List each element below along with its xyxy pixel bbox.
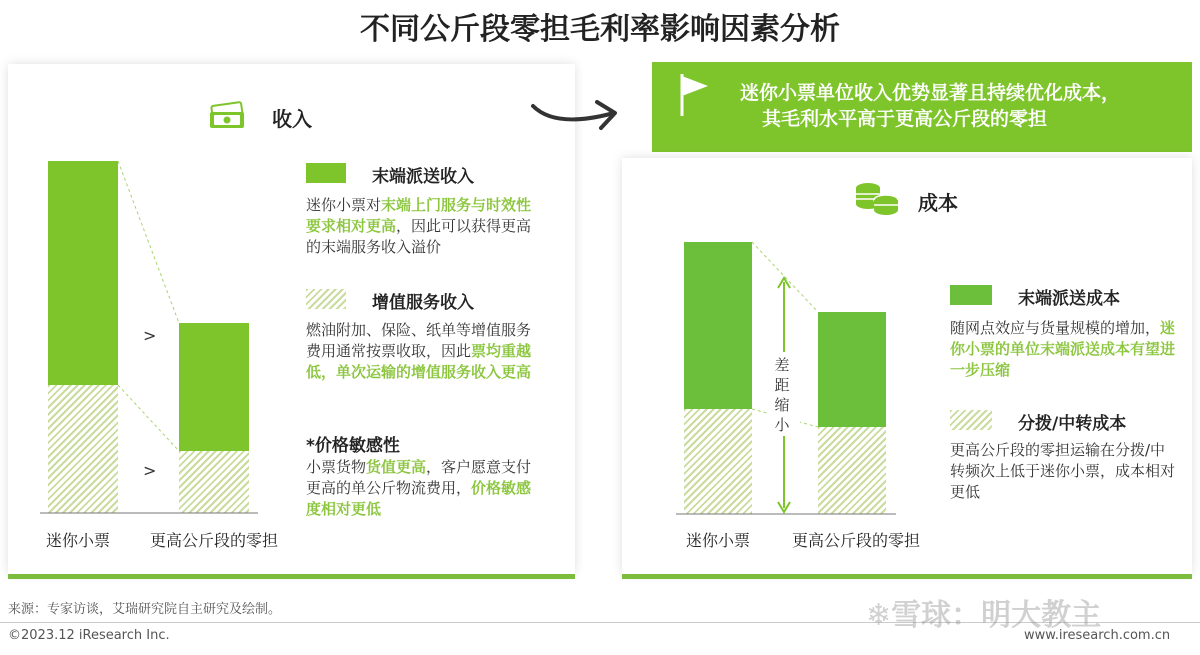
cost-panel-underline bbox=[622, 574, 1192, 579]
snowball-icon: ❄ bbox=[866, 598, 892, 633]
flag-icon bbox=[674, 70, 714, 118]
curved-arrow-icon bbox=[525, 88, 625, 138]
legend-value-added-revenue-title: 增值服务收入 bbox=[372, 293, 474, 313]
x-label-mini-ticket: 迷你小票 bbox=[46, 531, 111, 550]
watermark: ❄雪球：明大教主 bbox=[866, 598, 1102, 633]
page-title: 不同公斤段零担毛利率影响因素分析 bbox=[360, 12, 840, 47]
x-label-ltl: 更高公斤段的零担 bbox=[792, 531, 921, 550]
website: www.iresearch.com.cn bbox=[1024, 628, 1171, 643]
copyright: ©2023.12 iResearch Inc. bbox=[8, 628, 170, 643]
price-sensitivity-text: 小票货物货值更高，客户愿意支付更高的单公斤物流费用，价格敏感度相对更低 bbox=[306, 458, 532, 518]
delivery-revenue-text: 迷你小票对末端上门服务与时效性要求相对更高，因此可以获得更高的末端服务收入溢价 bbox=[306, 196, 532, 256]
legend-sorting-cost-title: 分拨/中转成本 bbox=[1018, 414, 1127, 434]
legend-swatch-hatched bbox=[950, 410, 992, 430]
gap-label: 差距缩小 bbox=[774, 356, 790, 434]
conclusion-line-1: 迷你小票单位收入优势显著且持续优化成本， bbox=[740, 82, 1121, 104]
delivery-cost-text: 随网点效应与货量规模的增加，迷你小票的单位末端派送成本有望进一步压缩 bbox=[950, 319, 1176, 379]
revenue-header: 收入 bbox=[272, 107, 312, 131]
source-note: 来源：专家访谈，艾瑞研究院自主研究及绘制。 bbox=[8, 602, 282, 617]
sorting-cost-text: 更高公斤段的零担运输在分拨/中转频次上低于迷你小票，成本相对更低 bbox=[950, 441, 1176, 501]
revenue-panel-underline bbox=[8, 574, 575, 579]
conclusion-line-2: 其毛利水平高于更高公斤段的零担 bbox=[762, 108, 1048, 130]
legend-delivery-cost-title: 末端派送成本 bbox=[1018, 289, 1120, 309]
greater-than-sign: > bbox=[143, 461, 157, 480]
legend-swatch-solid bbox=[950, 285, 992, 305]
legend-swatch-hatched bbox=[306, 289, 346, 309]
legend-delivery-revenue-title: 末端派送收入 bbox=[372, 167, 474, 187]
price-sensitivity-title: *价格敏感性 bbox=[306, 436, 400, 456]
cost-header: 成本 bbox=[918, 191, 958, 215]
greater-than-sign: > bbox=[143, 326, 157, 345]
x-label-ltl: 更高公斤段的零担 bbox=[150, 531, 279, 550]
x-label-mini-ticket: 迷你小票 bbox=[686, 531, 751, 550]
legend-swatch-solid bbox=[306, 163, 346, 183]
value-added-revenue-text: 燃油附加、保险、纸单等增值服务费用通常按票收取，因此票均重越低，单次运输的增值服务收入更高 bbox=[306, 321, 532, 381]
right-connector-lines bbox=[600, 200, 920, 530]
